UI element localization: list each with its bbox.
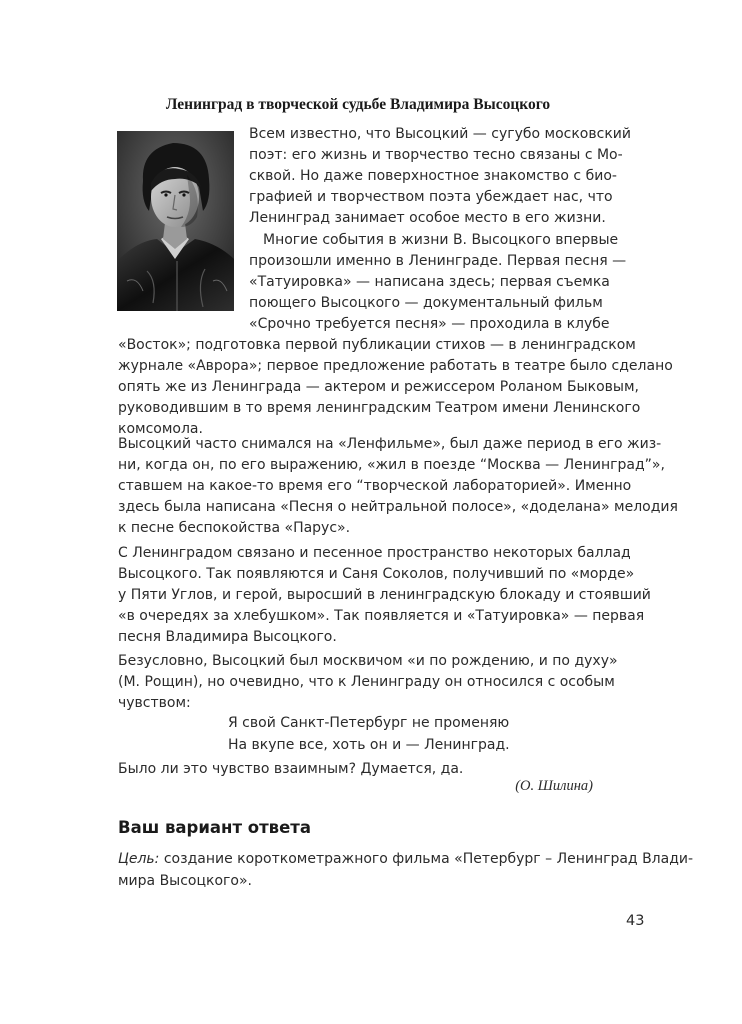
text-line: Высоцкого. Так появляются и Саня Соколов, получивший по «морде» — [118, 566, 635, 582]
goal-label: Цель: — [118, 851, 160, 867]
text-line: комсомола. — [118, 421, 203, 437]
text-line: С Ленинградом связано и песенное пространство некоторых баллад — [118, 545, 631, 561]
text-line: графией и творчеством поэта убеждает нас, что — [249, 189, 613, 205]
portrait-photo-image — [117, 131, 234, 311]
portrait-photo — [117, 131, 234, 311]
goal-line-1: создание короткометражного фильма «Петербург – Ленинград Влади- — [159, 851, 694, 867]
paragraph-6 — [118, 759, 594, 780]
text-line: Многие события в жизни В. Высоцкого впервые — [263, 232, 619, 248]
text-line: «Восток»; подготовка первой публикации стихов — в ленинградском — [118, 337, 636, 353]
text-line: Всем известно, что Высоцкий — сугубо московский — [249, 126, 631, 142]
text-line: сквой. Но даже поверхностное знакомство с био- — [249, 168, 617, 184]
text-line: руководившим в то время ленинградским Театром имени Ленинского — [118, 400, 641, 416]
article-title: Ленинград в творческой судьбе Владимира Высоцкого — [165, 96, 551, 113]
paragraph-1 — [249, 124, 631, 229]
text-line: «Татуировка» — написана здесь; первая съемка — [249, 274, 610, 290]
text-line: (М. Рощин), но очевидно, что к Ленинграду он относился с особым — [118, 674, 615, 690]
text-line: поэт: его жизнь и творчество тесно связаны с Мо- — [249, 147, 623, 163]
paragraph-2 — [249, 230, 627, 335]
paragraph-3 — [118, 434, 678, 539]
text-line: Безусловно, Высоцкий был москвичом «и по рождению, и по духу» — [118, 653, 618, 669]
text-line: Ленинград занимает особое место в его жизни. — [249, 210, 606, 226]
text-line: ни, когда он, по его выражению, «жил в поезде “Москва — Ленинград”», — [118, 457, 665, 473]
section-heading: Ваш вариант ответа — [118, 818, 311, 837]
page-number: 43 — [626, 913, 645, 929]
text-line: у Пяти Углов, и герой, выросший в ленинградскую блокаду и стоявший — [118, 587, 651, 603]
text-line: ставшем на какое-то время его “творческой лабораторией». Именно — [118, 478, 632, 494]
author-signature: (О. Шилина) — [515, 778, 593, 794]
paragraph-2-continued — [118, 335, 673, 440]
text-line: Было ли это чувство взаимным? Думается, да. — [118, 761, 464, 777]
goal-text — [118, 848, 694, 892]
text-line: «Срочно требуется песня» — проходила в клубе — [249, 316, 610, 332]
text-line: произошли именно в Ленинграде. Первая песня — — [249, 253, 627, 269]
verse-quote — [228, 712, 510, 756]
text-line: журнале «Аврора»; первое предложение работать в театре было сделано — [118, 358, 673, 374]
text-line: поющего Высоцкого — документальный фильм — [249, 295, 603, 311]
text-line: песня Владимира Высоцкого. — [118, 629, 337, 645]
paragraph-4 — [118, 543, 651, 648]
verse-line: Я свой Санкт-Петербург не променяю — [228, 715, 510, 731]
text-line: чувством: — [118, 695, 191, 711]
text-line: Высоцкий часто снимался на «Ленфильме», был даже период в его жиз- — [118, 436, 662, 452]
verse-line: На вкупе все, хоть он и — Ленинград. — [228, 737, 510, 753]
text-line: «в очередях за хлебушком». Так появляется и «Татуировка» — первая — [118, 608, 645, 624]
paragraph-5 — [118, 651, 618, 714]
goal-line-2: мира Высоцкого». — [118, 873, 252, 889]
text-line: здесь была написана «Песня о нейтральной полосе», «доделана» мелодия — [118, 499, 678, 515]
text-line: к песне беспокойства «Парус». — [118, 520, 351, 536]
text-line: опять же из Ленинграда — актером и режиссером Роланом Быковым, — [118, 379, 639, 395]
